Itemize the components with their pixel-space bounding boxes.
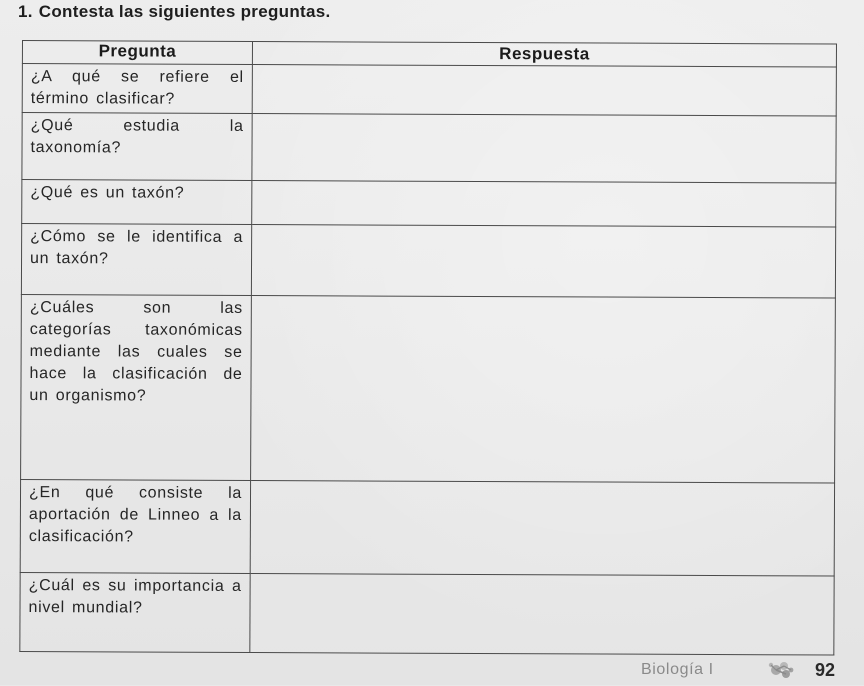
header-question: Pregunta bbox=[22, 41, 252, 65]
molecule-icon bbox=[767, 659, 795, 681]
table-row bbox=[20, 479, 834, 576]
question-cell: ¿Cuáles son las categorías taxonómicas mediante las cuales se hace la clasificación de un organismo? bbox=[21, 295, 252, 480]
page-number: 92 bbox=[815, 660, 836, 680]
answer-cell[interactable] bbox=[252, 180, 836, 227]
instruction-text: Contesta las siguientes preguntas. bbox=[38, 2, 331, 21]
answer-cell[interactable] bbox=[250, 573, 834, 655]
table-row bbox=[20, 572, 834, 655]
questions-table-container bbox=[19, 40, 837, 656]
table-row bbox=[22, 64, 836, 116]
footer-subject: Biología I bbox=[641, 661, 714, 678]
instruction-heading bbox=[18, 2, 331, 22]
header-answer: Respuesta bbox=[252, 42, 836, 68]
answer-cell[interactable] bbox=[251, 296, 836, 483]
table-row bbox=[22, 112, 836, 182]
table-row bbox=[21, 224, 835, 298]
answer-cell[interactable] bbox=[250, 480, 834, 576]
instruction-number: 1. bbox=[18, 2, 33, 21]
table-row bbox=[21, 295, 836, 483]
question-cell: ¿Cómo se le identifica a un taxón? bbox=[21, 224, 251, 296]
question-cell: ¿Cuál es su importancia a nivel mundial? bbox=[20, 572, 250, 652]
question-cell: ¿Qué estudia la taxonomía? bbox=[22, 112, 252, 180]
answer-cell[interactable] bbox=[251, 225, 835, 298]
answer-cell[interactable] bbox=[252, 65, 836, 116]
table-header-row bbox=[22, 41, 836, 68]
answer-cell[interactable] bbox=[252, 113, 836, 182]
question-cell: ¿Qué es un taxón? bbox=[22, 179, 252, 225]
page-footer bbox=[0, 655, 864, 685]
question-cell: ¿En qué consiste la aportación de Linneo a la clasificación? bbox=[20, 479, 250, 573]
table-row bbox=[22, 179, 836, 227]
questions-table bbox=[19, 40, 837, 656]
question-cell: ¿A qué se refiere el término clasificar? bbox=[22, 64, 252, 114]
